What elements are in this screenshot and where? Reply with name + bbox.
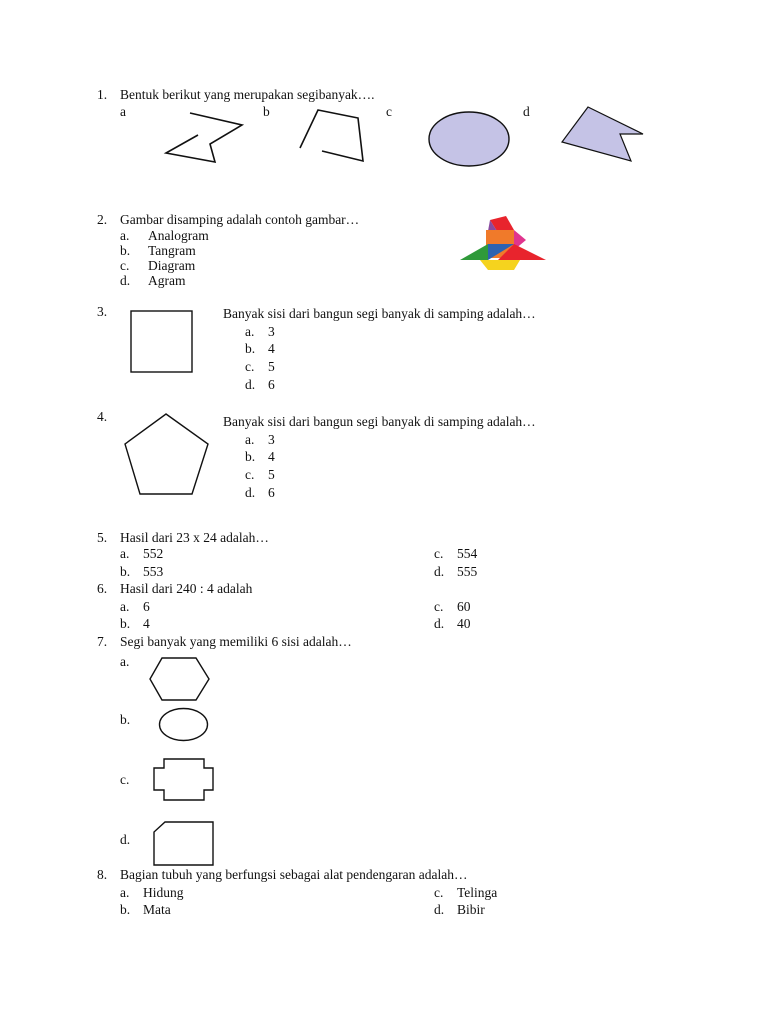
square-shape — [130, 310, 194, 374]
option-letter: b. — [120, 564, 131, 579]
option-text[interactable]: 4 — [268, 449, 275, 464]
option-letter[interactable]: b. — [120, 712, 131, 727]
question-text: Gambar disamping adalah contoh gambar… — [120, 212, 360, 227]
option-letter: a. — [120, 228, 130, 243]
zigzag-shape — [160, 108, 250, 168]
option-text[interactable]: 553 — [143, 564, 164, 579]
option-text[interactable]: Diagram — [148, 258, 196, 273]
question-text: Hasil dari 240 : 4 adalah — [120, 581, 253, 596]
option-letter[interactable]: d. — [120, 832, 131, 847]
option-letter: d. — [434, 616, 445, 631]
question-number: 5. — [97, 530, 108, 545]
option-letter: d. — [245, 485, 256, 500]
polygon-shape — [558, 104, 650, 166]
option-letter[interactable]: d — [523, 104, 530, 119]
option-letter: d. — [434, 902, 445, 917]
question-number: 4. — [97, 409, 108, 424]
option-letter[interactable]: a. — [120, 654, 130, 669]
question-text: Hasil dari 23 x 24 adalah… — [120, 530, 269, 545]
option-text[interactable]: Tangram — [148, 243, 196, 258]
option-letter: d. — [434, 564, 445, 579]
option-letter: c. — [434, 546, 444, 561]
option-text[interactable]: 40 — [457, 616, 471, 631]
hexagon-shape — [148, 656, 212, 704]
question-text: Banyak sisi dari bangun segi banyak di samping adalah… — [223, 414, 536, 429]
question-number: 3. — [97, 304, 108, 319]
question-text: Bagian tubuh yang berfungsi sebagai alat pendengaran adalah… — [120, 867, 468, 882]
option-letter: b. — [120, 243, 131, 258]
open-quadrilateral-shape — [296, 106, 368, 166]
option-text[interactable]: 4 — [268, 341, 275, 356]
option-letter: c. — [434, 885, 444, 900]
option-letter: a. — [120, 546, 130, 561]
option-letter[interactable]: b — [263, 104, 270, 119]
option-text[interactable]: 555 — [457, 564, 478, 579]
option-letter: b. — [120, 902, 131, 917]
option-text[interactable]: 552 — [143, 546, 164, 561]
option-letter: b. — [245, 449, 256, 464]
option-text[interactable]: Bibir — [457, 902, 485, 917]
option-text[interactable]: 4 — [143, 616, 150, 631]
option-text[interactable]: 60 — [457, 599, 471, 614]
option-text[interactable]: 5 — [268, 467, 275, 482]
option-text[interactable]: 3 — [268, 324, 275, 339]
option-text[interactable]: 6 — [268, 377, 275, 392]
question-text: Banyak sisi dari bangun segi banyak di samping adalah… — [223, 306, 536, 321]
question-number: 7. — [97, 634, 108, 649]
option-text[interactable]: 5 — [268, 359, 275, 374]
cross-shape — [150, 758, 218, 802]
question-text: Bentuk berikut yang merupakan segibanyak…. — [120, 87, 375, 102]
option-letter: c. — [245, 359, 255, 374]
question-number: 8. — [97, 867, 108, 882]
option-letter: b. — [120, 616, 131, 631]
option-letter: d. — [245, 377, 256, 392]
option-text[interactable]: Analogram — [148, 228, 209, 243]
option-letter: a. — [120, 599, 130, 614]
question-number: 2. — [97, 212, 108, 227]
option-text[interactable]: Telinga — [457, 885, 498, 900]
option-letter: a. — [245, 324, 255, 339]
pentagon-shape — [122, 412, 212, 498]
option-letter: c. — [120, 258, 130, 273]
option-text[interactable]: 3 — [268, 432, 275, 447]
option-letter: b. — [245, 341, 256, 356]
option-letter: c. — [245, 467, 255, 482]
option-text[interactable]: 6 — [268, 485, 275, 500]
question-number: 1. — [97, 87, 108, 102]
option-letter: c. — [434, 599, 444, 614]
tangram-figure — [458, 214, 550, 272]
question-text: Segi banyak yang memiliki 6 sisi adalah… — [120, 634, 352, 649]
option-text[interactable]: 554 — [457, 546, 478, 561]
ellipse-shape — [426, 110, 512, 170]
option-text[interactable]: Mata — [143, 902, 171, 917]
option-letter: d. — [120, 273, 131, 288]
oval-shape — [158, 707, 210, 743]
option-letter[interactable]: c. — [120, 772, 130, 787]
option-text[interactable]: Agram — [148, 273, 186, 288]
option-letter: a. — [120, 885, 130, 900]
option-text[interactable]: Hidung — [143, 885, 184, 900]
option-letter[interactable]: c — [386, 104, 392, 119]
option-text[interactable]: 6 — [143, 599, 150, 614]
question-number: 6. — [97, 581, 108, 596]
option-letter: a. — [245, 432, 255, 447]
option-letter[interactable]: a — [120, 104, 126, 119]
cut-corner-rectangle-shape — [152, 820, 216, 868]
